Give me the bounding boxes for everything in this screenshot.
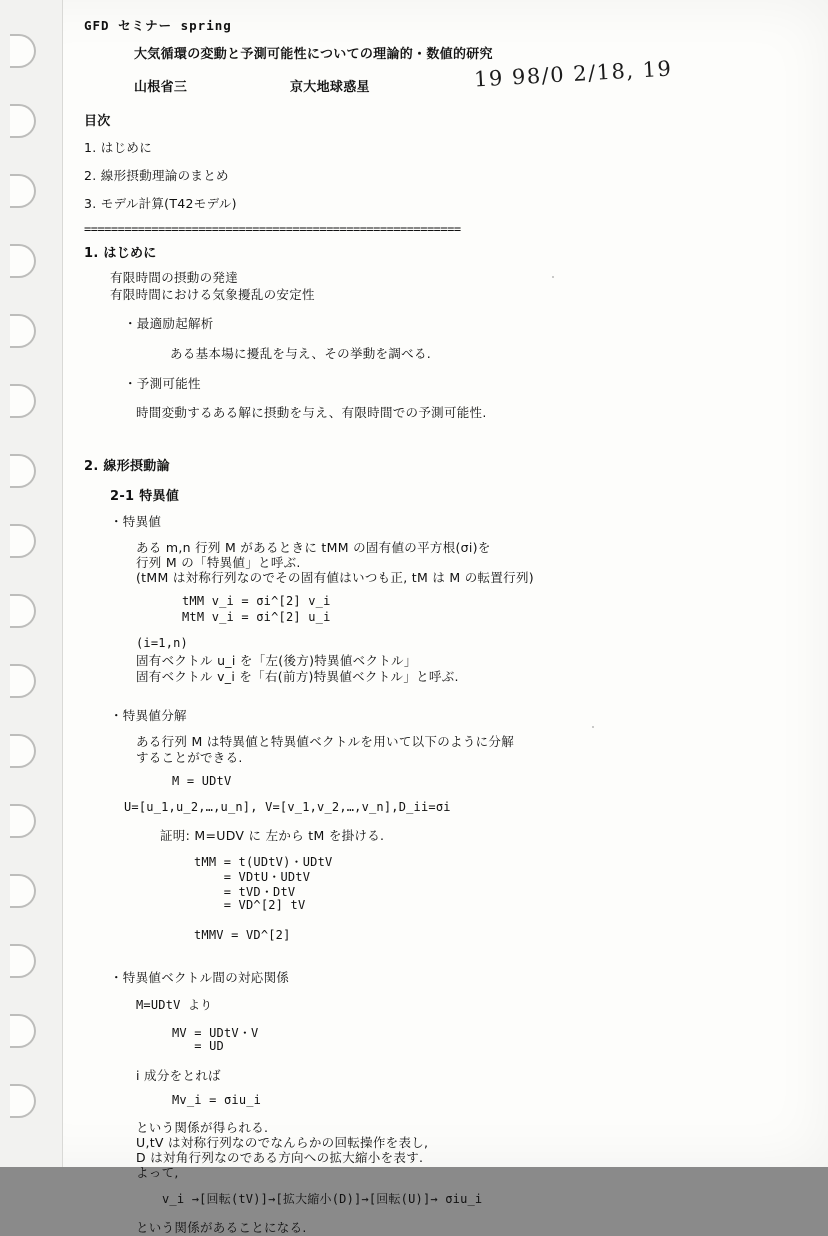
block-line: U,tV は対称行列なのでなんらかの回転操作を表し, — [136, 1135, 429, 1150]
block-label-singular-value: ・特異値 — [110, 514, 162, 529]
author-name: 山根省三 — [134, 80, 188, 95]
section-1-line: ある基本場に擾乱を与え、その挙動を調べる. — [170, 346, 432, 361]
section-1-line: 有限時間における気象擾乱の安定性 — [110, 287, 315, 302]
block-line: という関係が得られる. — [136, 1120, 269, 1135]
binder-hole — [10, 314, 36, 348]
block-line: (tMM は対称行列なのでその固有値はいつも正, tM は M の転置行列) — [136, 570, 534, 585]
binder-hole — [10, 1014, 36, 1048]
toc-heading: 目次 — [84, 114, 111, 129]
binder-hole — [10, 454, 36, 488]
formula-line: = UD — [172, 1039, 224, 1053]
section-2-subheading: 2-1 特異値 — [110, 489, 180, 504]
block-label-correspondence: ・特異値ベクトル間の対応関係 — [110, 970, 290, 985]
proof-line: 証明: M=UDV に 左から tM を掛ける. — [160, 828, 385, 843]
binder-hole — [10, 594, 36, 628]
binder-hole — [10, 174, 36, 208]
section-1-heading: 1. はじめに — [84, 246, 157, 261]
section-1-line: 時間変動するある解に摂動を与え、有限時間での予測可能性. — [136, 405, 487, 420]
block-line: D は対角行列なのである方向への拡大縮小を表す. — [136, 1150, 424, 1165]
formula-line: tMM v_i = σi^[2] v_i — [182, 594, 331, 608]
formula-line: MtM v_i = σi^[2] u_i — [182, 610, 331, 624]
block-line: 固有ベクトル v_i を「右(前方)特異値ベクトル」と呼ぶ. — [136, 669, 459, 684]
section-divider: ======================================================== — [84, 222, 461, 236]
section-1-line: ・最適励起解析 — [124, 316, 214, 331]
section-1-line: 有限時間の摂動の発達 — [110, 270, 239, 285]
block-line: 行列 M の「特異値」と呼ぶ. — [136, 555, 301, 570]
block-line: ある行列 M は特異値と特異値ベクトルを用いて以下のように分解 — [136, 734, 515, 749]
binder-hole — [10, 244, 36, 278]
block-line: よって, — [136, 1165, 179, 1180]
binder-hole — [10, 34, 36, 68]
binder-hole — [10, 804, 36, 838]
handwritten-date: 19 98/0 2/18, 19 — [473, 56, 673, 92]
formula-line: = VD^[2] tV — [194, 898, 306, 912]
formula-line: v_i →[回転(tV)]→[拡大縮小(D)]→[回転(U)]→ σiu_i — [162, 1192, 483, 1206]
formula-line: M=UDtV より — [136, 998, 213, 1012]
formula-line: = VDtU・UDtV — [194, 870, 311, 884]
binder-hole — [10, 944, 36, 978]
section-1-line: ・予測可能性 — [124, 376, 201, 391]
formula-line: (i=1,n) — [136, 636, 188, 650]
toc-item: 2. 線形摂動理論のまとめ — [84, 168, 229, 183]
document-content — [62, 0, 828, 1235]
binder-hole — [10, 384, 36, 418]
formula-line: MV = UDtV・V — [172, 1026, 259, 1040]
seminar-header: GFD セミナー spring — [84, 18, 232, 33]
binder-margin-strip — [0, 0, 63, 1167]
document-title: 大気循環の変動と予測可能性についての理論的・数値的研究 — [134, 47, 493, 62]
block-line: i 成分をとれば — [136, 1068, 221, 1083]
scan-speck — [552, 276, 554, 278]
formula-line: = tVD・DtV — [194, 885, 296, 899]
toc-item: 1. はじめに — [84, 140, 152, 155]
binder-hole — [10, 874, 36, 908]
formula-line: Mv_i = σiu_i — [172, 1093, 262, 1107]
affiliation: 京大地球惑星 — [290, 80, 370, 95]
block-line: 固有ベクトル u_i を「左(後方)特異値ベクトル」 — [136, 653, 417, 668]
binder-hole — [10, 664, 36, 698]
binder-hole — [10, 1084, 36, 1118]
binder-hole — [10, 734, 36, 768]
binder-hole — [10, 524, 36, 558]
formula-line: U=[u_1,u_2,…,u_n], V=[v_1,v_2,…,v_n],D_ii=σi — [124, 800, 451, 814]
block-line: ある m,n 行列 M があるときに tMM の固有値の平方根(σi)を — [136, 540, 491, 555]
block-line: という関係があることになる. — [136, 1220, 307, 1235]
block-label-svd: ・特異値分解 — [110, 708, 187, 723]
toc-item: 3. モデル計算(T42モデル) — [84, 196, 237, 211]
section-2-heading: 2. 線形摂動論 — [84, 459, 170, 474]
formula-line: M = UDtV — [172, 774, 232, 788]
binder-hole — [10, 104, 36, 138]
formula-line: tMM = t(UDtV)・UDtV — [194, 855, 333, 869]
scan-speck — [592, 726, 594, 728]
block-line: することができる. — [136, 750, 243, 765]
formula-line: tMMV = VD^[2] — [194, 928, 291, 942]
